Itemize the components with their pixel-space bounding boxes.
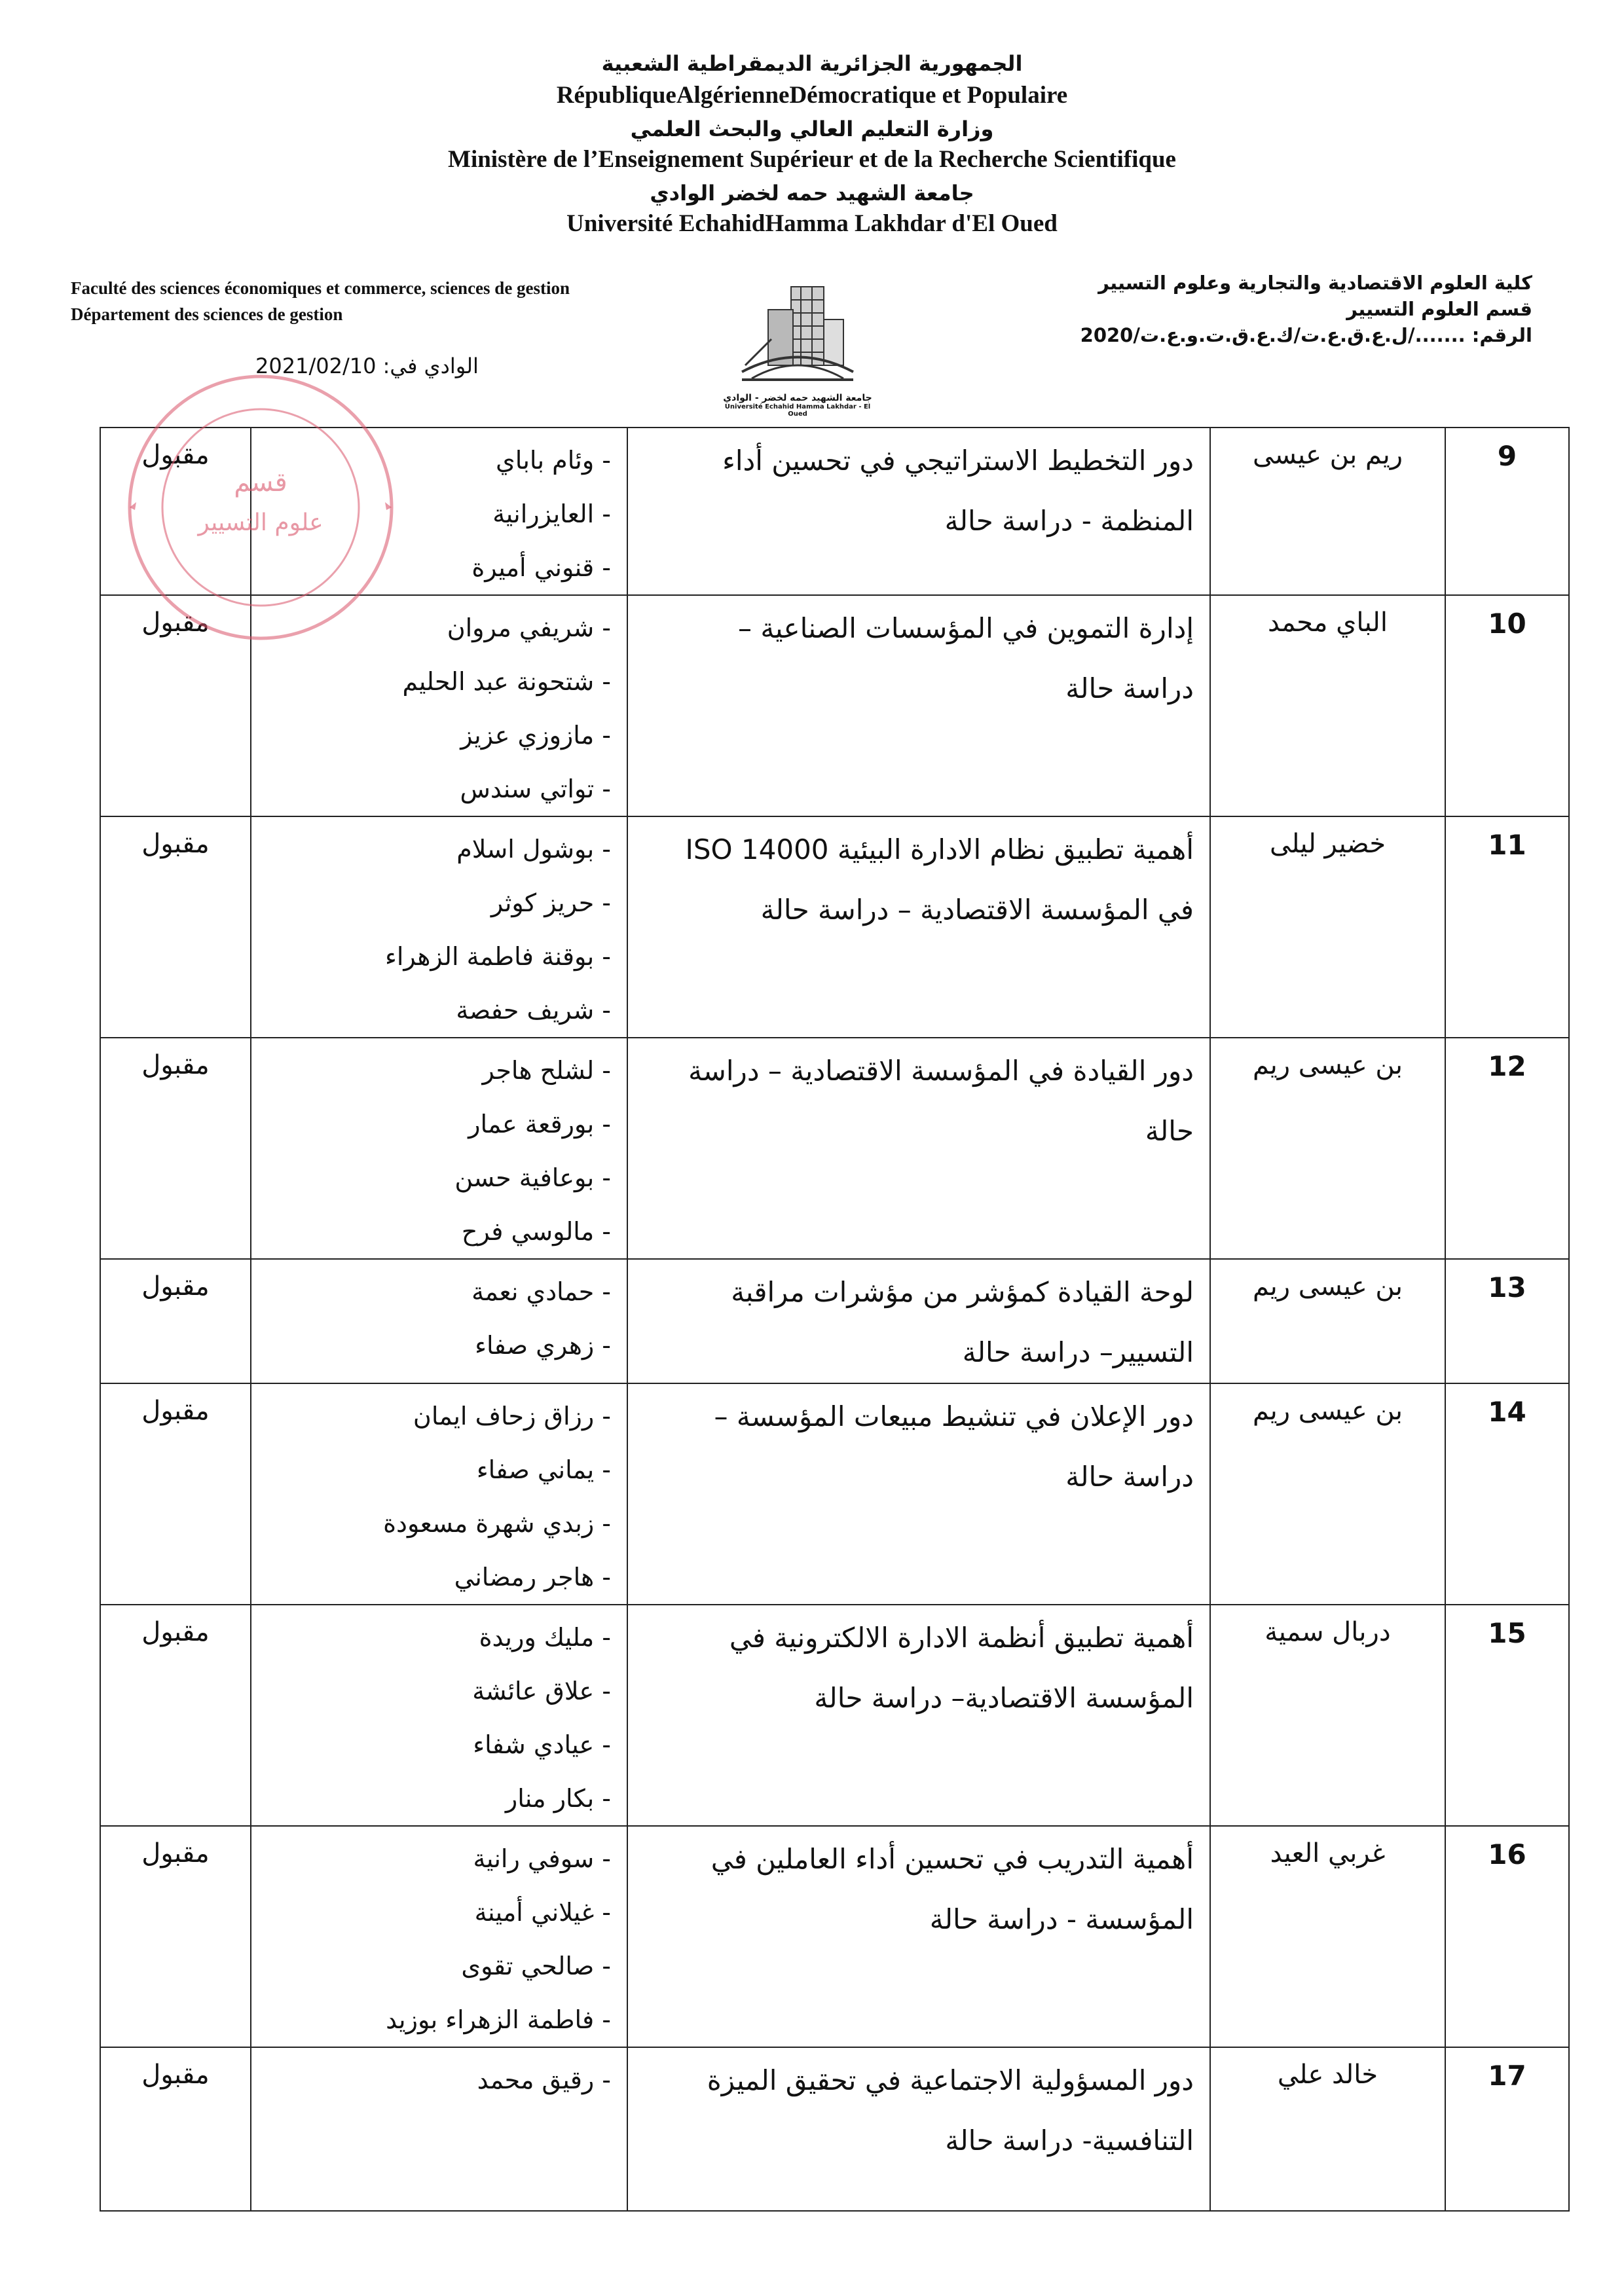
logo-caption-arabic: جامعة الشهيد حمه لخضر - الوادي [723,393,872,403]
student-name: - حريز كوثر [490,888,611,917]
supervisor-name: ريم بن عيسى [1210,428,1445,595]
supervisor-name: دربال سمية [1210,1605,1445,1826]
student-name: - رزاق زحاف ايمان [413,1402,611,1430]
project-title-line: دور القيادة في المؤسسة الاقتصادية – دراسة [688,1055,1194,1087]
project-title-line: التنافسية- دراسة حالة [945,2124,1194,2157]
students-list [251,1605,627,1826]
project-title [627,816,1210,1038]
status-label: مقبول [100,428,251,595]
student-name: - سوفي رانية [473,1844,611,1873]
project-title [627,1605,1210,1826]
project-title [627,1826,1210,2047]
supervisor-name: بن عيسى ريم [1210,1383,1445,1605]
row-number: 15 [1445,1605,1569,1826]
department-name-french: Département des sciences de gestion [71,304,343,324]
table-row [100,2047,1569,2211]
ministry-arabic: وزارة التعليم العالي والبحث العلمي [630,117,994,141]
student-name: - زبدي شهرة مسعودة [383,1509,611,1538]
row-number: 12 [1445,1038,1569,1259]
row-number: 10 [1445,595,1569,816]
student-name: - زهري صفاء [475,1331,611,1360]
project-title-line: أهمية التدريب في تحسين أداء العاملين في [710,1843,1194,1875]
student-name: - بوشول اسلام [456,835,611,864]
project-title-line: دور التخطيط الاستراتيجي في تحسين أداء [722,445,1194,477]
table-row [100,428,1569,595]
table-row [100,1038,1569,1259]
row-number: 9 [1445,428,1569,595]
project-title-line: أهمية تطبيق أنظمة الادارة الالكترونية في [729,1622,1194,1654]
students-list [251,428,627,595]
table-row [100,1383,1569,1605]
date-line: الوادي في: 2021/02/10 [255,354,479,378]
student-name: - بكار منار [505,1784,611,1813]
faculty-name-french: Faculté des sciences économiques et commerce, sciences de gestion [71,278,570,298]
student-name: - فاطمة الزهراء بوزيد [386,2005,611,2034]
student-name: - بورقعة عمار [468,1110,611,1139]
status-label: مقبول [100,595,251,816]
status-label: مقبول [100,1383,251,1605]
student-name: - بوقنة فاطمة الزهراء [384,942,611,971]
row-number: 16 [1445,1826,1569,2047]
supervisor-name: خضير ليلى [1210,816,1445,1038]
project-title-line: التسيير– دراسة حالة [962,1336,1194,1368]
university-french: Université EchahidHamma Lakhdar d'El Oued [566,210,1058,237]
student-name: - علاق عائشة [472,1677,611,1705]
ministry-french: Ministère de l’Enseignement Supérieur et de la Recherche Scientifique [448,146,1176,173]
student-name: - رقيق محمد [477,2066,611,2094]
logo-caption [720,393,875,418]
student-name: - شريف حفصة [456,996,611,1025]
projects-table [100,427,1570,2212]
student-name: - مليك وريدة [479,1623,611,1652]
student-name: - حمادي نعمة [471,1277,611,1306]
supervisor-name: الباي محمد [1210,595,1445,816]
student-name: - شتحونة عبد الحليم [402,667,611,696]
student-name: - يماني صفاء [476,1455,611,1484]
supervisor-name: بن عيسى ريم [1210,1259,1445,1383]
row-number: 13 [1445,1259,1569,1383]
project-title-line: إدارة التموين في المؤسسات الصناعية – [738,612,1194,644]
university-arabic: جامعة الشهيد حمه لخضر الوادي [650,181,974,206]
student-name: - قنوني أميرة [471,553,611,582]
student-name: - لشلح هاجر [482,1056,611,1085]
stamp-line-1: قسم [234,467,287,498]
faculty-block-arabic [1080,270,1532,348]
student-name: - هاجر رمضاني [454,1563,611,1592]
row-number: 17 [1445,2047,1569,2211]
student-name: - وئام باباي [496,446,611,475]
students-list [251,595,627,816]
project-title-line: المؤسسة الاقتصادية– دراسة حالة [814,1682,1194,1714]
project-title-line: حالة [1145,1115,1194,1147]
logo-caption-french: Université Echahid Hamma Lakhdar - El Oued [724,403,871,418]
student-name: - بوعافية حسن [454,1163,611,1192]
project-title-line: في المؤسسة الاقتصادية – دراسة حالة [760,894,1194,926]
project-title-line: دور المسؤولية الاجتماعية في تحقيق الميزة [707,2064,1194,2096]
students-list [251,2047,627,2211]
table-row [100,816,1569,1038]
student-name: - غيلاني أمينة [474,1898,611,1927]
project-title-line: المنظمة - دراسة حالة [944,505,1194,537]
students-list [251,1826,627,2047]
student-name: - العايزرانية [492,500,611,528]
supervisor-name: غربي العيد [1210,1826,1445,2047]
status-label: مقبول [100,1605,251,1826]
republic-arabic: الجمهورية الجزائرية الديمقراطية الشعبية [601,51,1023,76]
table-row [100,1605,1569,1826]
student-name: - مالوسي فرح [461,1217,611,1246]
table-row [100,595,1569,816]
project-title-line: أهمية تطبيق نظام الادارة البيئية ISO 14000 [685,833,1194,866]
students-list [251,1038,627,1259]
project-title-line: دراسة حالة [1065,1461,1194,1493]
department-name-arabic: قسم العلوم التسيير [1346,298,1532,320]
project-title [627,428,1210,595]
supervisor-name: بن عيسى ريم [1210,1038,1445,1259]
stamp-line-2: علوم التسيير [198,509,323,536]
status-label: مقبول [100,2047,251,2211]
student-name: - صالحي تقوى [461,1952,611,1980]
student-name: - عيادي شفاء [473,1730,611,1759]
republic-french: RépubliqueAlgérienneDémocratique et Populaire [556,82,1068,109]
project-title-line: المؤسسة - دراسة حالة [929,1903,1194,1935]
students-list [251,1383,627,1605]
status-label: مقبول [100,1038,251,1259]
student-name: - شريفي مروان [447,613,611,642]
students-list [251,816,627,1038]
project-title-line: دور الإعلان في تنشيط مبيعات المؤسسة – [714,1400,1194,1432]
status-label: مقبول [100,1259,251,1383]
reference-number: الرقم: ......./ل.ع.ق.ع.ت/ك.ع.ق.ت.و.ع.ت/2020 [1080,324,1532,346]
project-title-line: دراسة حالة [1065,672,1194,704]
project-title [627,2047,1210,2211]
project-title [627,1383,1210,1605]
students-list [251,1259,627,1383]
project-title [627,1038,1210,1259]
project-title-line: لوحة القيادة كمؤشر من مؤشرات مراقبة [731,1276,1194,1308]
status-label: مقبول [100,1826,251,2047]
supervisor-name: خالد علي [1210,2047,1445,2211]
faculty-name-arabic: كلية العلوم الاقتصادية والتجارية وعلوم التسيير [1098,272,1532,294]
student-name: - مازوزي عزيز [460,721,611,750]
row-number: 11 [1445,816,1569,1038]
student-name: - تواتي سندس [460,774,611,803]
table-row [100,1826,1569,2047]
faculty-block-french [71,275,570,327]
row-number: 14 [1445,1383,1569,1605]
table-row [100,1259,1569,1383]
status-label: مقبول [100,816,251,1038]
project-title [627,595,1210,816]
project-title [627,1259,1210,1383]
